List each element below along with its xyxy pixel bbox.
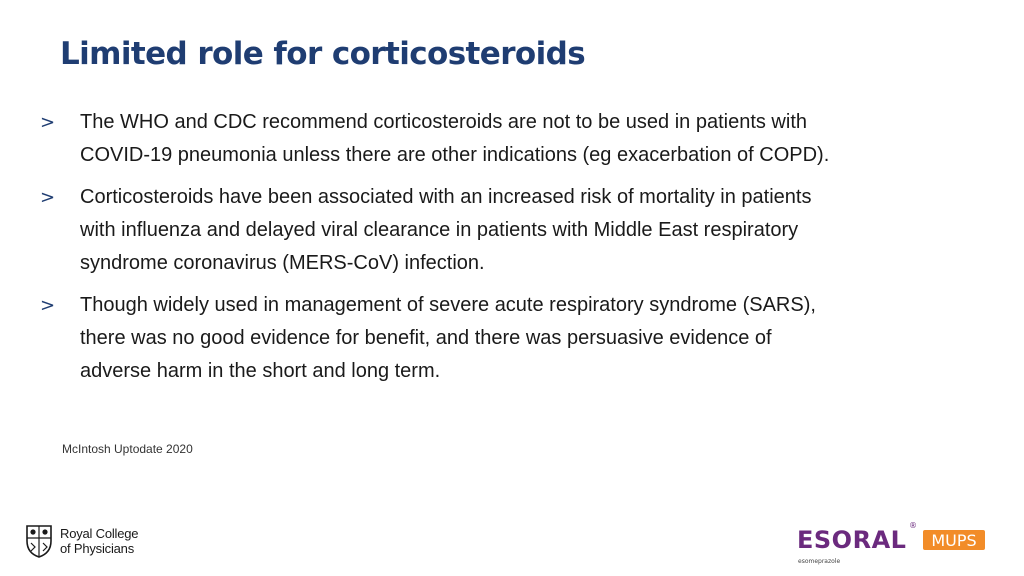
rcp-wordmark — [60, 526, 138, 556]
registered-mark: ® — [909, 521, 917, 530]
rcp-line-1: Royal College — [60, 526, 139, 541]
rcp-logo — [24, 522, 138, 560]
bullet-marker-icon: > — [40, 187, 56, 208]
bullet-item — [40, 106, 970, 172]
bullet-marker-icon: > — [40, 295, 56, 316]
bullet-item — [40, 289, 970, 388]
citation: McIntosh Uptodate 2020 — [62, 442, 193, 456]
bullet-text: Corticosteroids have been associated with an increased risk of mortality in patients with influenza and delayed viral clearance in patients with Middle East respiratory syndrome coronavirus (MERS-CoV) infection. — [80, 186, 812, 274]
slide-title: Limited role for corticosteroids — [60, 36, 586, 72]
bullet-text: The WHO and CDC recommend corticosteroids are not to be used in patients with COVID-19 pneumonia unless there are other indications (eg exacerbation of COPD). — [80, 111, 830, 166]
bullet-marker-icon: > — [40, 112, 56, 133]
bullet-text: Though widely used in management of severe acute respiratory syndrome (SARS), there was no good evidence for benefit, and there was persuasive evidence of adverse harm in the short and long term. — [80, 294, 816, 382]
esoral-wordmark: ESORAL — [797, 526, 907, 554]
bullet-item — [40, 181, 970, 280]
mups-badge-text: MUPS — [931, 531, 977, 550]
esoral-tagline: esomeprazole — [798, 558, 841, 565]
crest-icon — [24, 523, 54, 559]
bullet-list — [40, 106, 970, 397]
rcp-line-2: of Physicians — [60, 541, 134, 556]
esoral-mups-logo — [797, 518, 997, 568]
